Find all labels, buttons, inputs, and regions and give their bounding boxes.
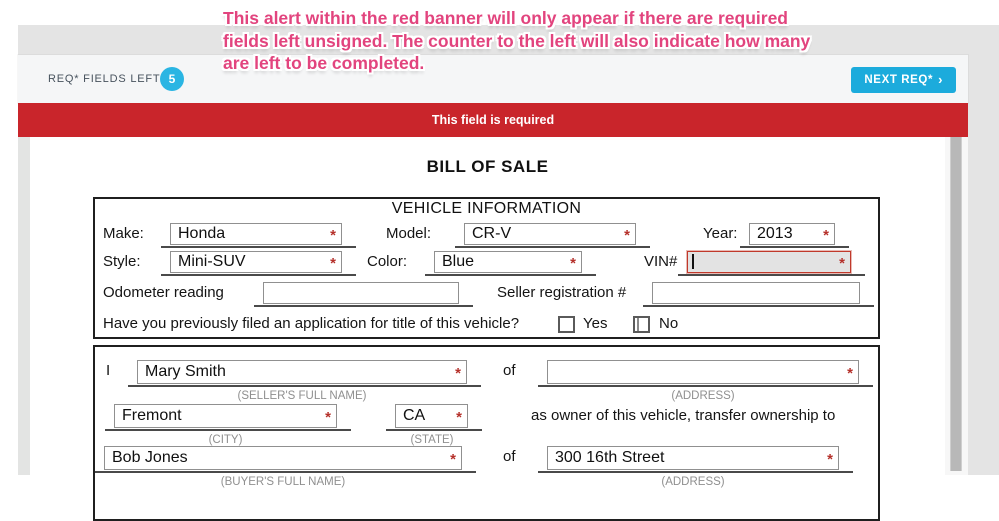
vin-label: VIN# [644,253,678,270]
yes-label: Yes [583,315,608,332]
state-field[interactable] [395,404,468,428]
state-value: CA [403,407,426,424]
field-underline [678,274,865,276]
annotation-line-3: are left to be completed. [223,53,425,73]
style-field[interactable] [170,251,342,273]
buyer-address-field[interactable] [547,446,839,470]
text-cursor [692,254,694,269]
buyer-address-value: 300 16th Street [555,449,665,466]
transfer-ownership-text: as owner of this vehicle, transfer ownership to [531,407,836,424]
required-asterisk: * [330,254,336,272]
color-label: Color: [367,253,408,270]
field-underline [105,429,351,431]
color-value: Blue [442,253,475,270]
city-value: Fremont [122,407,182,424]
make-label: Make: [103,225,144,242]
buyer-name-caption: (BUYER'S FULL NAME) [220,476,346,488]
document-page [30,137,945,488]
vertical-scrollbar-thumb[interactable] [950,137,962,471]
year-value: 2013 [757,225,793,242]
parties-section [93,345,880,521]
annotation-line-2: fields left unsigned. The counter to the left will also indicate how many [223,30,811,51]
required-field-alert-banner [18,103,968,137]
field-underline [425,274,596,276]
field-underline [386,429,482,431]
required-asterisk: * [456,408,462,426]
field-underline [161,246,356,248]
required-asterisk: * [570,254,576,272]
field-underline [643,305,874,307]
required-asterisk: * [847,364,853,382]
field-underline [161,274,356,276]
field-underline [538,471,853,473]
title-application-question: Have you previously filed an application for title of this vehicle? [103,315,520,332]
of-label: of [503,362,516,379]
checkbox-inner-line [637,318,639,331]
state-caption: (STATE) [410,434,454,446]
document-canvas [18,137,968,488]
seller-registration-field[interactable] [652,282,860,304]
alert-banner-text: This field is required [431,113,555,127]
i-label: I [106,362,111,379]
field-underline [538,385,873,387]
of-label-2: of [503,448,516,465]
yes-checkbox[interactable] [558,316,575,333]
style-value: Mini-SUV [178,253,246,270]
next-required-button[interactable] [851,67,956,93]
no-checkbox[interactable] [633,316,650,333]
year-field[interactable] [749,223,835,245]
required-asterisk: * [450,450,456,468]
field-underline [740,246,849,248]
style-label: Style: [103,253,141,270]
no-label: No [659,315,679,332]
required-fields-left-label: REQ* FIELDS LEFT [48,73,161,85]
city-caption: (CITY) [208,434,243,446]
odometer-field[interactable] [263,282,459,304]
make-value: Honda [178,225,226,242]
required-asterisk: * [823,226,829,244]
chevron-right-icon: › [938,72,943,87]
model-field[interactable] [464,223,636,245]
required-asterisk: * [455,364,461,382]
seller-name-field[interactable] [137,360,467,384]
vertical-scrollbar-track[interactable] [945,137,968,475]
seller-address-field[interactable] [547,360,859,384]
field-underline [128,385,481,387]
vehicle-information-section [93,197,880,339]
field-underline [455,246,650,248]
field-underline [95,471,476,473]
seller-name-value: Mary Smith [145,363,226,380]
odometer-label: Odometer reading [103,284,224,301]
annotation-callout [223,7,863,75]
required-fields-count-badge: 5 [160,67,184,91]
buyer-name-value: Bob Jones [112,449,188,466]
required-asterisk: * [827,450,833,468]
required-asterisk: * [330,226,336,244]
model-value: CR-V [472,225,512,242]
seller-registration-label: Seller registration # [497,284,627,301]
vin-field[interactable] [687,251,851,273]
annotation-line-1: This alert within the red banner will only appear if there are required [223,8,788,28]
seller-address-caption: (ADDRESS) [671,390,735,402]
buyer-address-caption: (ADDRESS) [661,476,725,488]
required-asterisk: * [624,226,630,244]
document-title: BILL OF SALE [426,157,549,176]
make-field[interactable] [170,223,342,245]
year-label: Year: [703,225,738,242]
vehicle-information-title: VEHICLE INFORMATION [391,200,582,217]
field-underline [254,305,473,307]
seller-name-caption: (SELLER'S FULL NAME) [237,390,367,402]
buyer-name-field[interactable] [104,446,462,470]
city-field[interactable] [114,404,337,428]
next-required-button-label: NEXT REQ* [864,74,934,86]
color-field[interactable] [434,251,582,273]
model-label: Model: [386,225,432,242]
required-asterisk: * [839,254,845,272]
required-asterisk: * [325,408,331,426]
